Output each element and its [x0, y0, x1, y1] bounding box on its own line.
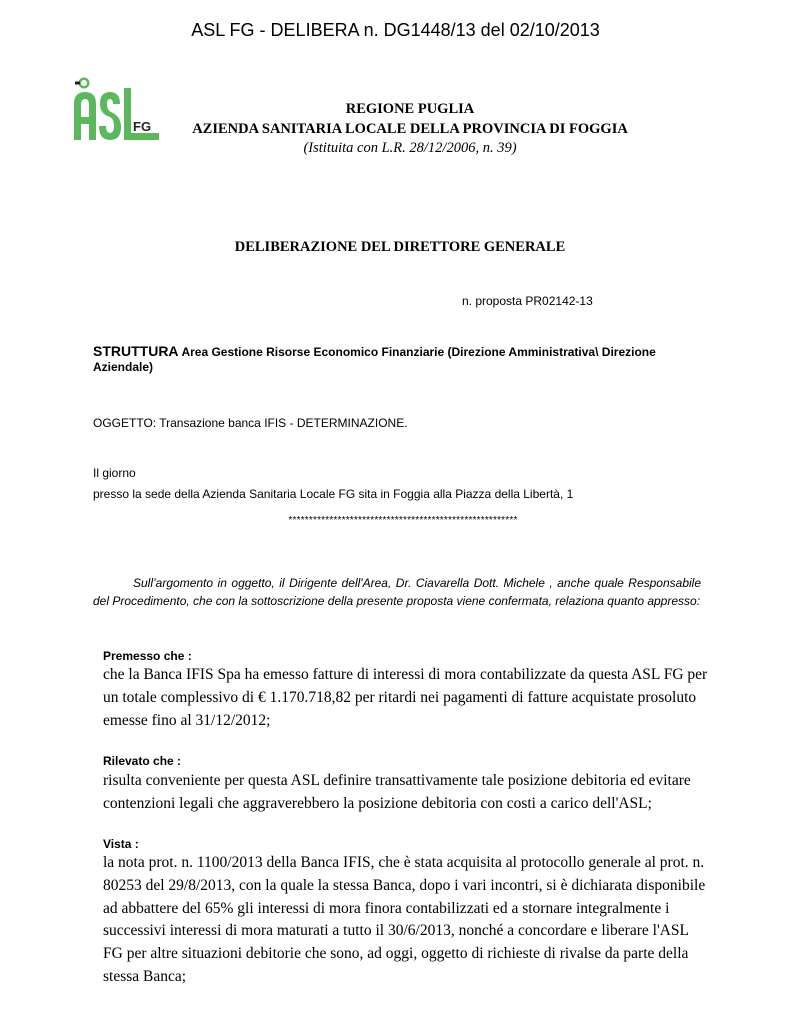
region-name: REGIONE PUGLIA: [345, 101, 475, 117]
document-header-title: ASL FG - DELIBERA n. DG1448/13 del 02/10/2013: [191, 20, 600, 40]
separator-stars: ********************************************************: [288, 515, 518, 526]
presso-line: presso la sede della Azienda Sanitaria Locale FG sita in Foggia alla Piazza della Libertà, 1: [93, 487, 574, 501]
intro-paragraph: Sull’argomento in oggetto, il Dirigente dell'Area, Dr. Ciavarella Dott. Michele , anche quale Responsabile del Procedimento, che con la sottoscrizione della presente proposta viene confermata, relaziona quanto appresso:: [93, 576, 701, 608]
agency-institution-note: (Istituita con L.R. 28/12/2006, n. 39): [303, 140, 517, 156]
proposal-number: n. proposta PR02142-13: [462, 294, 593, 308]
section-vista-body: la nota prot. n. 1100/2013 della Banca IFIS, che è stata acquisita al protocollo generale al prot. n. 80253 del 29/8/2013, con la quale la stessa Banca, dopo i vari incontri, si è dichiarata disponibile ad abbattere del 65% gli interessi di mora finora contabilizzati ed a stornare integralmente i successivi interessi di mora maturati a tutto il 30/6/2013, nonché a concordare e liberare l'ASL FG per altre situazioni debitorie che sono, ad oggi, oggetto di richieste di rivalse da parte della stessa Banca;: [103, 854, 706, 985]
section-premesso-label: Premesso che :: [103, 649, 192, 663]
giorno-line: Il giorno: [93, 466, 136, 480]
oggetto-line: OGGETTO: Transazione banca IFIS - DETERMINAZIONE.: [93, 416, 408, 430]
section-premesso-body: che la Banca IFIS Spa ha emesso fatture di interessi di mora contabilizzate da questa ASL FG per un totale complessivo di € 1.170.718,82 per ritardi nei pagamenti di fatture acquistate prosoluto emesse fino al 31/12/2012;: [103, 666, 708, 729]
struttura-block: [93, 344, 703, 375]
struttura-label: STRUTTURA: [93, 343, 179, 359]
logo-fg-text: FG: [133, 119, 152, 134]
agency-name: AZIENDA SANITARIA LOCALE DELLA PROVINCIA DI FOGGIA: [192, 121, 628, 137]
asl-fg-logo: [70, 74, 162, 146]
section-rilevato-body: risulta conveniente per questa ASL definire transattivamente tale posizione debitoria ed evitare contenzioni legali che aggraverebbero la posizione debitoria con costi a carico dell'ASL;: [103, 772, 691, 812]
section-vista-label: Vista :: [103, 837, 139, 851]
struttura-value: Area Gestione Risorse Economico Finanziarie (Direzione Amministrativa\ Direzione Aziendale): [93, 345, 656, 374]
section-rilevato-label: Rilevato che :: [103, 754, 182, 768]
deliberation-title: DELIBERAZIONE DEL DIRETTORE GENERALE: [234, 239, 566, 255]
